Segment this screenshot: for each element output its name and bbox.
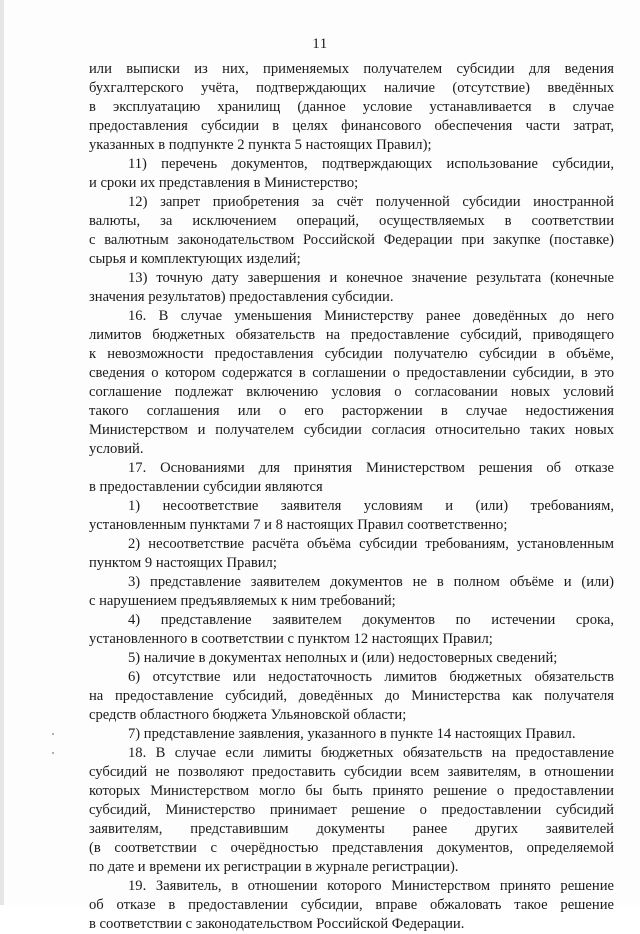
text-line: об отказе в предоставлении субсидии, вправе обжаловать такое решение [89,897,614,913]
scan-speck [52,733,54,735]
text-line: средств областного бюджета Ульяновской области; [89,707,407,723]
text-line: к невозможности предоставления субсидии получателю субсидии в объёме, [89,346,614,362]
text-line: 13) точную дату завершения и конечное значение результата (конечные [128,270,614,286]
text-line: и сроки их представления в Министерство; [89,175,359,191]
text-line: на предоставление субсидий, доведённых до Министерства как получателя [89,688,614,704]
text-line: в эксплуатацию хранилищ (данное условие устанавливается в случае [89,99,614,115]
text-line: 7) представление заявления, указанного в пункте 14 настоящих Правил. [128,726,576,742]
text-line: 11) перечень документов, подтверждающих использование субсидии, [128,156,614,172]
document-body [89,60,614,934]
text-line: субсидий, Министерство принимает решение о предоставлении субсидий [89,802,614,818]
text-line: субсидий не позволяют предоставить субсидии всем заявителям, в отношении [89,764,614,780]
text-line: 12) запрет приобретения за счёт полученной субсидии иностранной [128,194,614,210]
text-line: установленным пунктами 7 и 8 настоящих Правил соответственно; [89,517,508,533]
text-line: (в соответствии с очерёдностью представления документов, определяемой [89,840,614,856]
text-line: сырья и комплектующих изделий; [89,251,301,267]
text-line: или выписки из них, применяемых получателем субсидии для ведения [89,61,614,77]
text-line: Министерством и получателем субсидии согласия относительно таких новых [89,422,614,438]
text-line: соглашение подлежат включению условия о согласовании новых условий [89,384,614,400]
page-number: 11 [312,36,328,52]
text-line: установленного в соответствии с пунктом 12 настоящих Правил; [89,631,493,647]
text-line: которых Министерством могло бы быть принято решение о предоставлении [89,783,614,799]
text-line: пунктом 9 настоящих Правил; [89,555,277,571]
text-line: 3) представление заявителем документов не в полном объёме и (или) [128,574,614,590]
text-line: в соответствии с законодательством Российской Федерации. [89,916,465,932]
text-line: 5) наличие в документах неполных и (или) недостоверных сведений; [128,650,558,666]
text-line: указанных в подпункте 2 пункта 5 настоящих Правил); [89,137,432,153]
text-line: заявителям, представившим документы ранее других заявителей [89,821,614,837]
text-line: с валютным законодательством Российской Федерации при закупке (поставке) [89,232,614,248]
text-line: 4) представление заявителем документов по истечении срока, [128,612,614,628]
text-line: 1) несоответствие заявителя условиям и (или) требованиям, [128,498,614,514]
text-line: бухгалтерского учёта, подтверждающих наличие (отсутствие) введённых [89,80,614,96]
text-line: 6) отсутствие или недостаточность лимитов бюджетных обязательств [128,669,614,685]
text-line: в предоставлении субсидии являются [89,479,323,495]
scan-speck [52,752,54,754]
text-line: 17. Основаниями для принятия Министерством решения об отказе [128,460,614,476]
text-line: 16. В случае уменьшения Министерству ранее доведённых до него [128,308,614,324]
page-edge-shadow [0,0,4,905]
text-line: значения результатов) предоставления субсидии. [89,289,394,305]
text-line: условий. [89,441,144,457]
text-line: валюты, за исключением операций, осуществляемых в соответствии [89,213,614,229]
text-line: 18. В случае если лимиты бюджетных обязательств на предоставление [128,745,614,761]
text-line: лимитов бюджетных обязательств на предоставление субсидий, приводящего [89,327,614,343]
text-line: по дате и времени их регистрации в журнале регистрации). [89,859,459,875]
text-line: такого соглашения или о его расторжении в случае недостижения [89,403,614,419]
text-line: с нарушением предъявляемых к ним требований; [89,593,396,609]
text-line: сведения о котором содержатся в соглашении о предоставлении субсидии, в это [89,365,614,381]
text-line: предоставления субсидии в целях финансового обеспечения части затрат, [89,118,614,134]
text-line: 2) несоответствие расчёта объёма субсидии требованиям, установленным [128,536,614,552]
text-line: 19. Заявитель, в отношении которого Министерством принято решение [128,878,614,894]
